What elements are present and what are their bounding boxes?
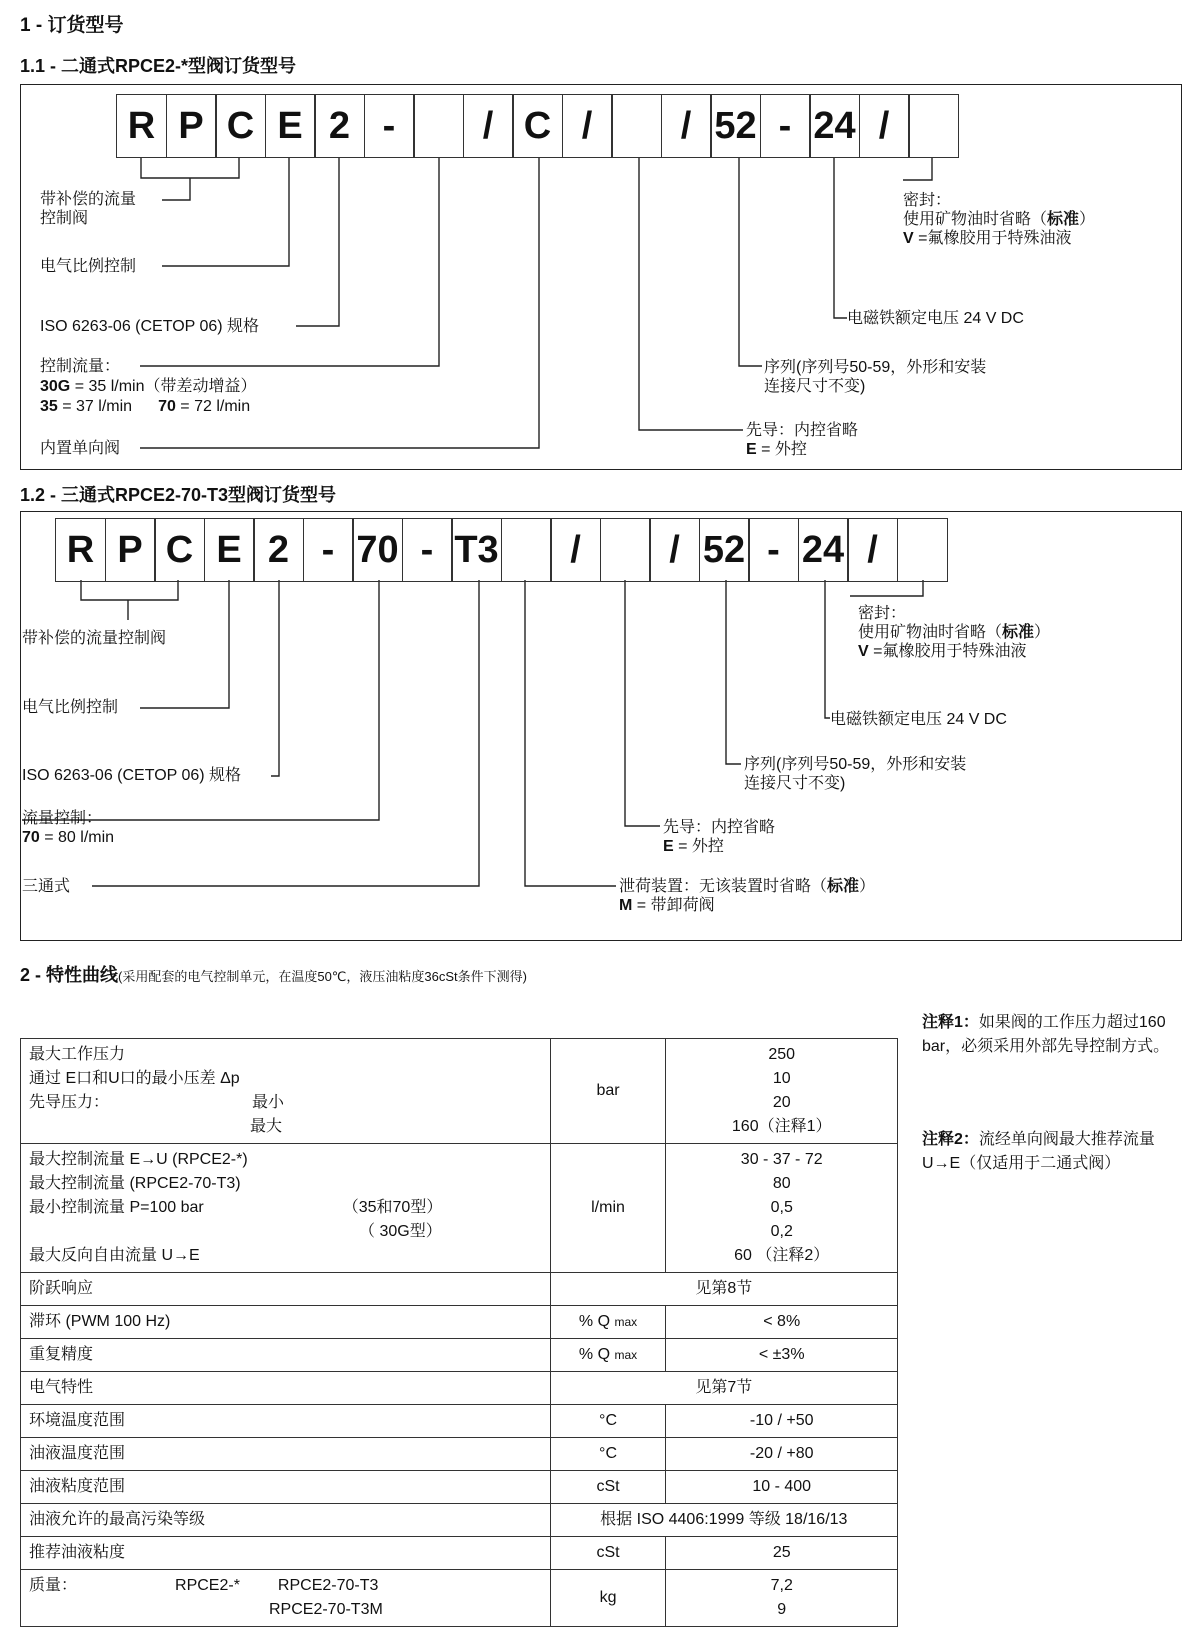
code-cell: 24 <box>798 518 849 582</box>
table-row: 滞环 (PWM 100 Hz) % Q max < 8% <box>21 1306 898 1339</box>
label-pilot-line1: 先导：内控省略 <box>663 819 776 836</box>
table-row: 油液允许的最高污染等级 根据 ISO 4406:1999 等级 18/16/13 <box>21 1504 898 1537</box>
label-flow-head: 控制流量： <box>40 358 121 375</box>
label-voltage: 电磁铁额定电压 24 V DC <box>830 711 1007 728</box>
ordering-code-3way <box>55 518 946 582</box>
note-2: 注释2：流经单向阀最大推荐流量U→E（仅适用于二通式阀） <box>922 1131 1155 1172</box>
code-cell: 52 <box>710 94 761 158</box>
label-electric-proportional: 电气比例控制 <box>22 699 119 716</box>
code-cell: - <box>402 518 453 582</box>
section2-title: 2 - 特性曲线(采用配套的电气控制单元，在温度50℃，液压油粘度36cSt条件下测得) <box>20 965 527 985</box>
code-cell: - <box>748 518 799 582</box>
label-seal-line1: 使用矿物油时省略（标准） <box>858 624 1051 641</box>
sub2-title: 1.2 - 三通式RPCE2-70-T3型阀订货型号 <box>20 485 337 505</box>
label-voltage: 电磁铁额定电压 24 V DC <box>847 310 1024 327</box>
label-series-line2: 连接尺寸不变) <box>744 775 846 792</box>
table-row: 最大控制流量 E→U (RPCE2-*) 最大控制流量 (RPCE2-70-T3) 最小控制流量 P=100 bar （35和70型） （ 30G型） 最大反向自由流量 U→E l/min 30 - 37 - 72 80 0,5 0,2 60 （注释2） <box>21 1144 898 1273</box>
table-row: 电气特性 见第7节 <box>21 1372 898 1405</box>
label-flow-line1: 30G = 35 l/min（带差动增益） <box>40 378 257 395</box>
code-cell: / <box>859 94 910 158</box>
table-row: 推荐油液粘度 cSt 25 <box>21 1537 898 1570</box>
label-series-line2: 连接尺寸不变) <box>764 378 866 395</box>
label-flow-line2: 35 = 37 l/min 70 = 72 l/min <box>40 398 251 415</box>
code-cell: / <box>847 518 898 582</box>
code-cell: / <box>550 518 601 582</box>
table-row: 重复精度 % Q max < ±3% <box>21 1339 898 1372</box>
code-cell <box>908 94 959 158</box>
table-row: 阶跃响应 见第8节 <box>21 1273 898 1306</box>
label-pilot-line1: 先导：内控省略 <box>746 422 859 439</box>
table-row: 质量： RPCE2-* RPCE2-70-T3 RPCE2-70-T3M kg 7,2 9 <box>21 1570 898 1627</box>
code-cell: C <box>215 94 266 158</box>
code-cell: 52 <box>699 518 750 582</box>
code-cell: P <box>166 94 217 158</box>
table-row: 环境温度范围 °C -10 / +50 <box>21 1405 898 1438</box>
code-cell: 24 <box>809 94 860 158</box>
code-cell: E <box>265 94 316 158</box>
label-seal-head: 密封： <box>858 605 907 622</box>
code-cell: / <box>649 518 700 582</box>
code-cell <box>897 518 948 582</box>
code-cell: / <box>562 94 613 158</box>
code-cell: - <box>364 94 415 158</box>
code-cell: 70 <box>352 518 403 582</box>
label-series-line1: 序列(序列号50-59，外形和安装 <box>744 756 967 773</box>
code-cell <box>413 94 464 158</box>
label-three-way: 三通式 <box>22 878 71 895</box>
label-pilot-line2: E = 外控 <box>663 838 724 855</box>
code-cell: P <box>105 518 156 582</box>
code-cell: / <box>463 94 514 158</box>
code-cell <box>600 518 651 582</box>
note-1: 注释1：如果阀的工作压力超过160 bar，必须采用外部先导控制方式。 <box>922 1014 1170 1055</box>
label-seal-line1: 使用矿物油时省略（标准） <box>903 211 1096 228</box>
code-cell: R <box>116 94 167 158</box>
code-cell: / <box>661 94 712 158</box>
label-iso-size: ISO 6263-06 (CETOP 06) 规格 <box>40 318 260 335</box>
label-electric-proportional: 电气比例控制 <box>40 258 137 275</box>
label-pilot-line2: E = 外控 <box>746 441 807 458</box>
label-flow-line1: 70 = 80 l/min <box>22 829 115 846</box>
section1-title: 1 - 订货型号 <box>20 15 124 36</box>
code-cell <box>501 518 552 582</box>
ordering-code-2way <box>116 94 958 158</box>
code-cell: 2 <box>314 94 365 158</box>
code-cell: R <box>55 518 106 582</box>
code-cell: C <box>154 518 205 582</box>
code-cell: 2 <box>253 518 304 582</box>
characteristics-table <box>20 1038 898 1627</box>
code-cell: C <box>512 94 563 158</box>
table-row: 油液粘度范围 cSt 10 - 400 <box>21 1471 898 1504</box>
code-cell: - <box>760 94 811 158</box>
label-compensated-flow-2: 控制阀 <box>40 210 89 227</box>
label-unload-line1: 泄荷装置：无该装置时省略（标准） <box>619 878 876 895</box>
sub1-title: 1.1 - 二通式RPCE2-*型阀订货型号 <box>20 56 297 76</box>
label-series-line1: 序列(序列号50-59，外形和安装 <box>764 359 987 376</box>
label-flow-head: 流量控制： <box>22 810 103 827</box>
code-cell: E <box>204 518 255 582</box>
label-iso-size: ISO 6263-06 (CETOP 06) 规格 <box>22 767 242 784</box>
code-cell: - <box>303 518 354 582</box>
label-seal-head: 密封： <box>903 192 952 209</box>
label-compensated-flow: 带补偿的流量控制阀 <box>22 630 167 647</box>
label-check-valve: 内置单向阀 <box>40 440 121 457</box>
label-unload-line2: M = 带卸荷阀 <box>619 897 715 914</box>
label-seal-line2: V =氟橡胶用于特殊油液 <box>903 230 1072 247</box>
code-cell: T3 <box>451 518 502 582</box>
label-seal-line2: V =氟橡胶用于特殊油液 <box>858 643 1027 660</box>
table-row: 最大工作压力 通过 E口和U口的最小压差 Δp 先导压力： 最小 最大 bar 250 10 20 160（注释1） <box>21 1039 898 1144</box>
label-compensated-flow-1: 带补偿的流量 <box>40 191 137 208</box>
code-cell <box>611 94 662 158</box>
table-row: 油液温度范围 °C -20 / +80 <box>21 1438 898 1471</box>
